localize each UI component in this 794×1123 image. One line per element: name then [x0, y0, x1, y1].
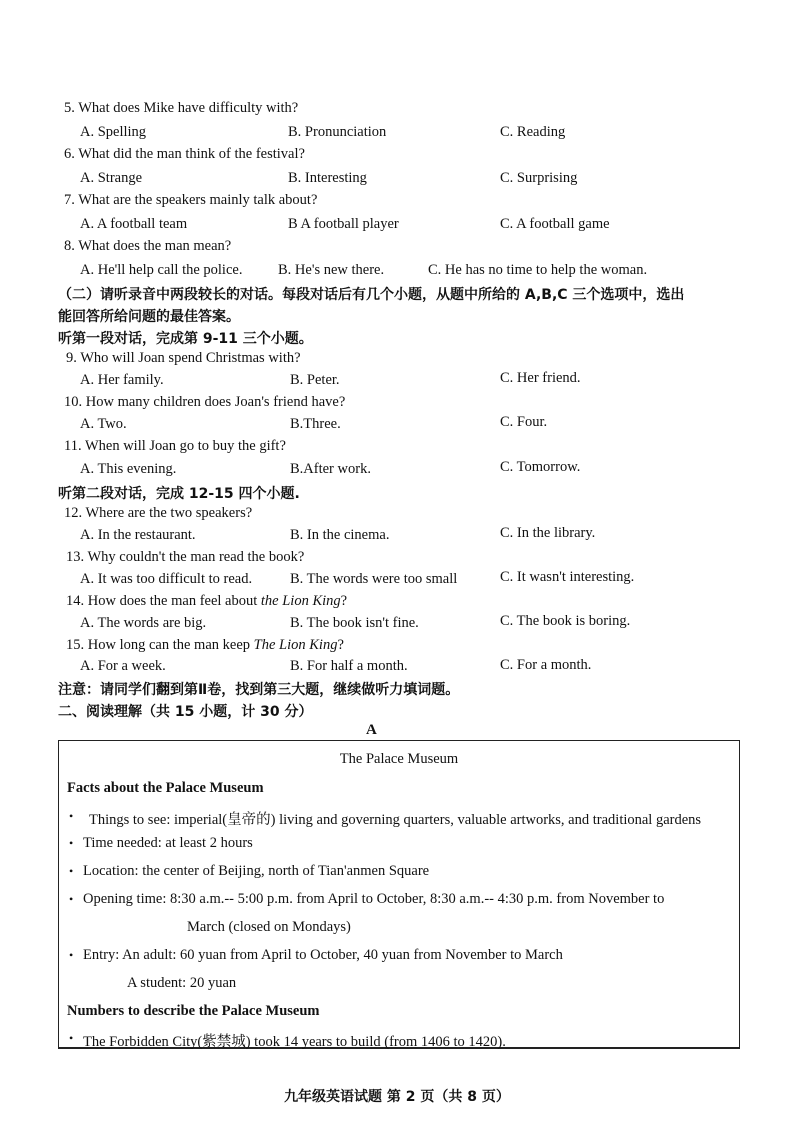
- fact-entry-student: A student: 20 yuan: [127, 975, 237, 991]
- question-8-stem: 8. What does the man mean?: [64, 238, 232, 254]
- question-11-option-a: A. This evening.: [80, 461, 177, 477]
- question-14-book-title: the Lion King: [260, 593, 341, 609]
- question-15-stem-text: 15. How long can the man keep: [66, 637, 254, 653]
- question-11-option-c: C. Tomorrow.: [500, 459, 581, 475]
- question-14-stem: [66, 593, 347, 610]
- question-8-option-a: A. He'll help call the police.: [80, 262, 243, 278]
- bullet-icon: •: [69, 892, 74, 906]
- question-6-option-c: C. Surprising: [500, 170, 578, 186]
- question-14-option-b: B. The book isn't fine.: [290, 615, 419, 631]
- question-12-option-c: C. In the library.: [500, 525, 596, 541]
- bullet-icon: •: [69, 864, 74, 878]
- bullet-icon: •: [69, 948, 74, 962]
- fact-things-to-see: Things to see: imperial(皇帝的) living and governing quarters, valuable artworks, and traditional gardens: [89, 812, 702, 828]
- fact-opening-time-cont: March (closed on Mondays): [187, 919, 351, 935]
- question-15-book-title: The Lion King: [253, 637, 338, 653]
- question-15-option-c: C. For a month.: [500, 657, 592, 673]
- question-11-option-b: B.After work.: [290, 461, 371, 477]
- question-15-stem: [66, 637, 344, 654]
- question-14-option-c: C. The book is boring.: [500, 613, 631, 629]
- box-title: The Palace Museum: [339, 751, 459, 767]
- question-15-option-b: B. For half a month.: [290, 658, 408, 674]
- dialog-2-instruction: 听第二段对话，完成 12-15 四个小题.: [58, 486, 300, 502]
- fact-opening-time: Opening time: 8:30 a.m.-- 5:00 p.m. from April to October, 8:30 a.m.-- 4:30 p.m. from November to: [83, 891, 665, 907]
- question-10-stem: 10. How many children does Joan's friend have?: [64, 394, 346, 410]
- question-9-stem: 9. Who will Joan spend Christmas with?: [66, 350, 301, 366]
- question-13-option-a: A. It was too difficult to read.: [80, 571, 253, 587]
- question-7-option-a: A. A football team: [80, 216, 188, 232]
- question-9-option-c: C. Her friend.: [500, 370, 581, 386]
- question-11-stem: 11. When will Joan go to buy the gift?: [64, 438, 286, 454]
- question-14-stem-text: 14. How does the man feel about: [66, 593, 261, 609]
- fact-forbidden-city: The Forbidden City(紫禁城) took 14 years to build (from 1406 to 1420).: [83, 1034, 506, 1050]
- question-13-option-c: C. It wasn't interesting.: [500, 569, 635, 585]
- question-10-option-b: B.Three.: [290, 416, 341, 432]
- fact-time-needed: Time needed: at least 2 hours: [83, 835, 253, 851]
- fact-location: Location: the center of Beijing, north of Tian'anmen Square: [83, 863, 430, 879]
- question-7-option-c: C. A football game: [500, 216, 610, 232]
- question-6-option-b: B. Interesting: [288, 170, 367, 186]
- question-10-option-a: A. Two.: [80, 416, 127, 432]
- section-2-instruction-line2: 能回答所给问题的最佳答案。: [58, 309, 240, 325]
- facts-heading-text: Facts about the Palace Museum: [67, 780, 264, 796]
- question-7-stem: 7. What are the speakers mainly talk about?: [64, 192, 318, 208]
- question-10-option-c: C. Four.: [500, 414, 548, 430]
- question-5-option-b: B. Pronunciation: [288, 124, 387, 140]
- question-12-option-b: B. In the cinema.: [290, 527, 390, 543]
- question-12-stem: 12. Where are the two speakers?: [64, 505, 253, 521]
- section-2-instruction-line1: （二）请听录音中两段较长的对话。每段对话后有几个小题，从题中所给的 A,B,C 三个选项中，选出: [58, 287, 685, 303]
- bullet-icon: •: [69, 1031, 74, 1045]
- question-5-option-a: A. Spelling: [80, 124, 147, 140]
- question-5-option-c: C. Reading: [500, 124, 566, 140]
- question-9-option-b: B. Peter.: [290, 372, 340, 388]
- facts-heading: [67, 780, 264, 797]
- question-13-stem: 13. Why couldn't the man read the book?: [66, 549, 305, 565]
- passage-a-box: [58, 740, 740, 1049]
- note-instruction: 注意：请同学们翻到第Ⅱ卷，找到第三大题，继续做听力填词题。: [58, 682, 460, 698]
- page-footer: 九年级英语试题 第 2 页（共 8 页）: [284, 1089, 510, 1105]
- question-9-option-a: A. Her family.: [80, 372, 164, 388]
- numbers-heading-text: Numbers to describe the Palace Museum: [67, 1003, 320, 1019]
- question-15-stem-end: ?: [337, 637, 344, 653]
- question-8-option-b: B. He's new there.: [278, 262, 385, 278]
- fact-entry-adult: Entry: An adult: 60 yuan from April to October, 40 yuan from November to March: [83, 947, 563, 963]
- dialog-1-instruction: 听第一段对话，完成第 9-11 三个小题。: [58, 331, 313, 347]
- question-6-stem: 6. What did the man think of the festival?: [64, 146, 305, 162]
- passage-letter: A: [366, 722, 377, 738]
- bullet-icon: •: [69, 836, 74, 850]
- question-7-option-b: B A football player: [288, 216, 399, 232]
- question-14-stem-end: ?: [340, 593, 348, 609]
- bullet-icon: •: [69, 809, 74, 823]
- question-5-stem: 5. What does Mike have difficulty with?: [64, 100, 299, 116]
- question-8-option-c: C. He has no time to help the woman.: [428, 262, 648, 278]
- question-12-option-a: A. In the restaurant.: [80, 527, 196, 543]
- question-13-option-b: B. The words were too small: [290, 571, 458, 587]
- numbers-heading: [67, 1003, 320, 1020]
- question-6-option-a: A. Strange: [80, 170, 143, 186]
- reading-section-heading: 二、阅读理解（共 15 小题，计 30 分）: [58, 704, 313, 720]
- question-15-option-a: A. For a week.: [80, 658, 166, 674]
- question-14-option-a: A. The words are big.: [80, 615, 207, 631]
